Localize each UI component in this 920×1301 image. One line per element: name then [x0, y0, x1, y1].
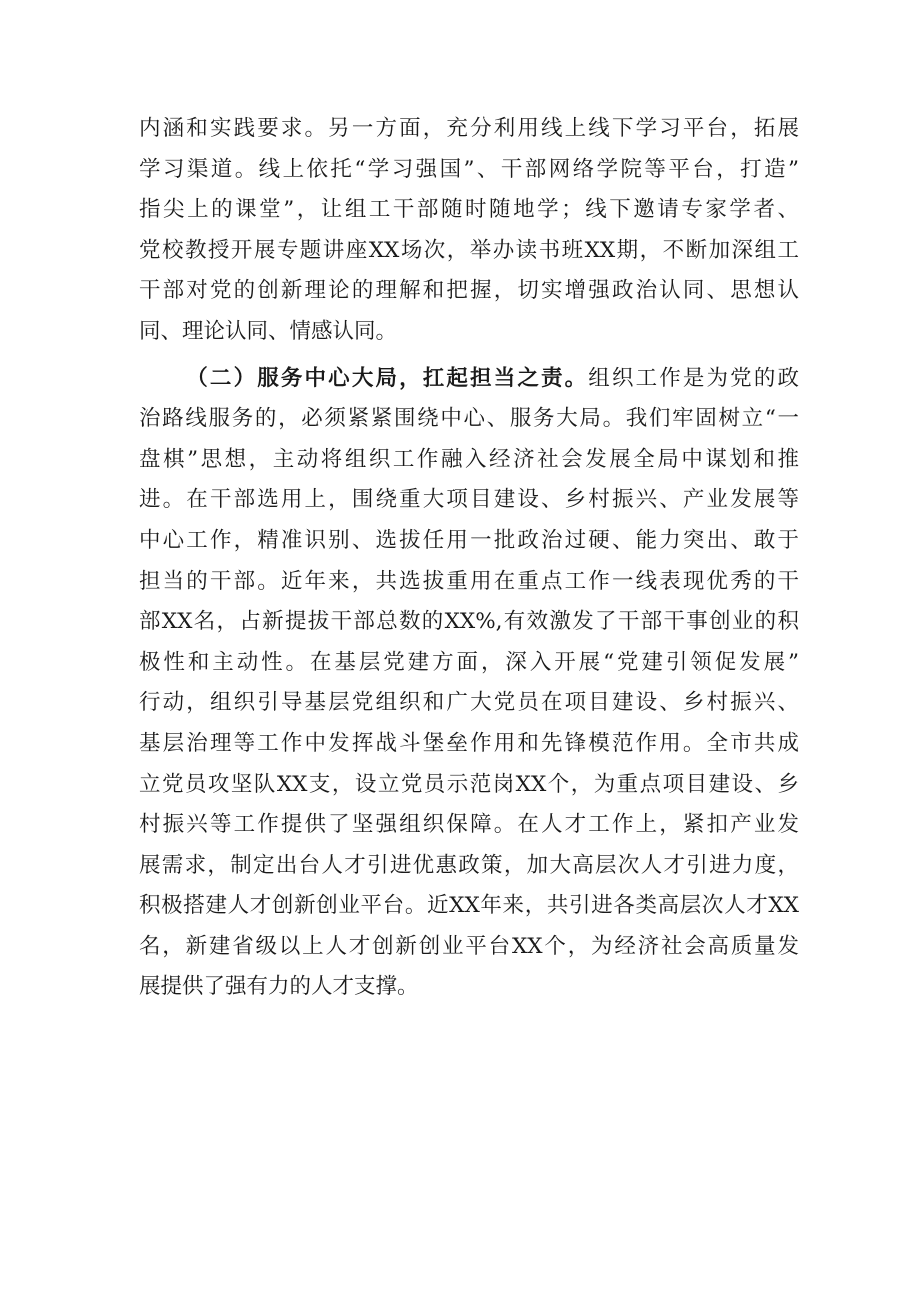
text-run: 组织工作是为党的政: [588, 365, 799, 391]
text-line: 中心工作，精准识别、选拔任用一批政治过硬、能力突出、敢于: [139, 527, 799, 553]
text-line-first: [139, 359, 799, 400]
text-line: 立党员攻坚队XX支，设立党员示范岗XX个，为重点项目建设、乡: [139, 771, 799, 797]
document-body: [139, 109, 799, 1008]
text-line: 名，新建省级以上人才创新创业平台XX个，为经济社会高质量发: [139, 933, 799, 959]
section-heading: （二）服务中心大局，扛起担当之责。: [184, 365, 589, 391]
text-line: 展提供了强有力的人才支撑。: [139, 974, 419, 1000]
text-line: 部XX名，占新提拔干部总数的XX%,有效激发了干部干事创业的积: [139, 609, 799, 635]
paragraph-2: [139, 359, 799, 1009]
text-line: 积极搭建人才创新创业平台。近XX年来，共引进各类高层次人才XX: [139, 893, 799, 919]
text-line: 行动，组织引导基层党组织和广大党员在项目建设、乡村振兴、: [139, 690, 799, 716]
text-line: 担当的干部。近年来，共选拔重用在重点工作一线表现优秀的干: [139, 568, 799, 594]
text-line: 治路线服务的，必须紧紧围绕中心、服务大局。我们牢固树立“一: [139, 406, 799, 432]
text-line: 极性和主动性。在基层党建方面，深入开展“党建引领促发展”: [139, 649, 799, 675]
text-line: 党校教授开展专题讲座XX场次，举办读书班XX期，不断加深组工: [139, 237, 799, 263]
text-line: 村振兴等工作提供了坚强组织保障。在人才工作上，紧扣产业发: [139, 812, 799, 838]
text-line: 内涵和实践要求。另一方面，充分利用线上线下学习平台，拓展: [139, 116, 799, 141]
paragraph-1: [139, 109, 799, 353]
text-line: 基层治理等工作中发挥战斗堡垒作用和先锋模范作用。全市共成: [139, 730, 799, 756]
text-line: 盘棋”思想，主动将组织工作融入经济社会发展全局中谋划和推: [139, 446, 799, 472]
text-line: 干部对党的创新理论的理解和把握，切实增强政治认同、思想认: [139, 278, 799, 304]
text-line: 同、理论认同、情感认同。: [139, 318, 398, 344]
text-line: 指尖上的课堂”，让组工干部随时随地学；线下邀请专家学者、: [139, 197, 799, 223]
text-line: 进。在干部选用上，围绕重大项目建设、乡村振兴、产业发展等: [139, 487, 799, 513]
text-line: 学习渠道。线上依托“学习强国”、干部网络学院等平台，打造”: [139, 156, 799, 182]
text-line: 展需求，制定出台人才引进优惠政策，加大高层次人才引进力度，: [139, 852, 799, 878]
